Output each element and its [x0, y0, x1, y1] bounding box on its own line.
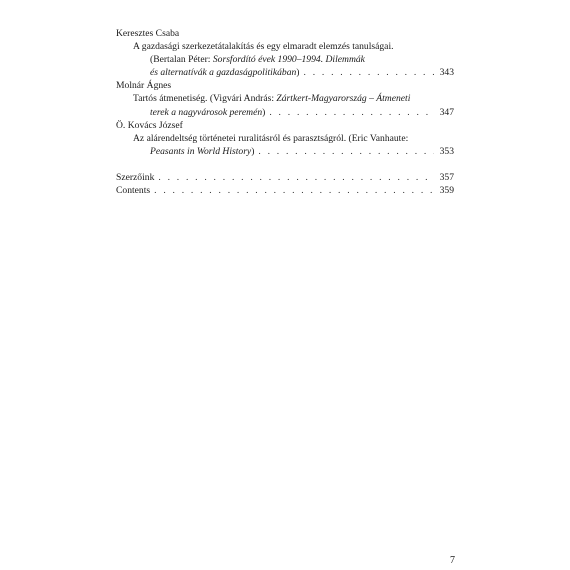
toc-entry-authors[interactable]: [116, 171, 454, 184]
toc-page-number: 353: [439, 145, 454, 157]
toc-label: Szerzőink: [116, 171, 155, 183]
toc-review-prefix: (Bertalan Péter:: [150, 54, 213, 66]
toc-author: Molnár Ágnes: [116, 80, 172, 92]
toc-review-continued: [150, 66, 300, 79]
toc-page-number: 347: [439, 106, 454, 118]
toc-review-book-title-cont: és alternatívák a gazdaságpolitikában: [150, 67, 297, 79]
toc-review-continued: [150, 145, 254, 158]
toc-review-book-title: Sorsfordító évek 1990–1994. Dilemmák: [212, 54, 365, 66]
toc-page-number: 359: [439, 185, 454, 197]
toc-label: Contents: [116, 185, 151, 197]
toc-review-book-title-cont: terek a nagyvárosok peremén: [150, 106, 263, 118]
page-number: 7: [450, 555, 455, 566]
toc-review-suffix: ): [251, 145, 255, 157]
toc-title-line: [116, 92, 454, 105]
toc-entry-contents[interactable]: [116, 184, 454, 197]
toc-author: Keresztes Csaba: [116, 28, 180, 39]
toc-page-number: 343: [439, 67, 454, 79]
table-of-contents: [116, 27, 454, 197]
toc-entry[interactable]: [116, 145, 454, 158]
toc-review-book-title: Peasants in World History: [150, 145, 252, 157]
dot-leader: [154, 184, 434, 197]
toc-page-number: 357: [439, 171, 454, 183]
toc-entry[interactable]: [116, 66, 454, 79]
toc-author: Ö. Kovács József: [116, 119, 183, 131]
dot-leader: [158, 171, 434, 184]
dot-leader: [304, 66, 435, 79]
toc-entry[interactable]: [116, 106, 454, 119]
toc-review-continued: [150, 106, 265, 119]
toc-review-suffix: ): [296, 67, 300, 79]
toc-review-suffix: ): [262, 106, 266, 118]
toc-title: Tartós átmenetiség. (Vigvári András:: [133, 93, 277, 105]
dot-leader: [258, 145, 434, 158]
toc-title: Az alárendeltség történetei ruralitásról és parasztságról. (Eric Vanhaute:: [133, 132, 409, 144]
dot-leader: [269, 106, 434, 119]
toc-review-line: [116, 53, 454, 66]
section-spacer: [116, 158, 454, 171]
toc-review-book-title: Zártkert-Magyarország – Átmeneti: [276, 93, 411, 105]
toc-title: A gazdasági szerkezetátalakítás és egy elmaradt elemzés tanulságai.: [133, 41, 394, 53]
